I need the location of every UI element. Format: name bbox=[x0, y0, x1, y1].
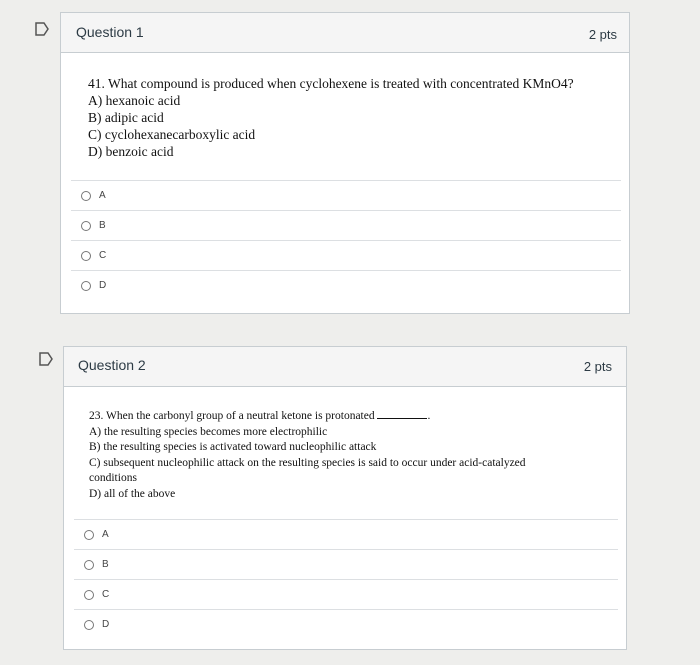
answer-option-d[interactable] bbox=[71, 270, 621, 300]
question-1-header bbox=[61, 13, 629, 53]
answer-label: A bbox=[99, 190, 107, 201]
stem-line: D) all of the above bbox=[89, 487, 176, 500]
stem-text: 23. When the carbonyl group of a neutral ketone is protonated bbox=[89, 410, 375, 422]
answer-label: B bbox=[99, 220, 107, 231]
radio-button[interactable] bbox=[81, 191, 91, 201]
question-2-points: 2 pts bbox=[583, 359, 612, 374]
stem-end-punct: . bbox=[427, 410, 431, 422]
stem-line: 41. What compound is produced when cyclohexene is treated with concentrated KMnO4? bbox=[88, 76, 574, 91]
bookmark-flag-icon[interactable] bbox=[38, 352, 54, 366]
radio-button[interactable] bbox=[81, 251, 91, 261]
answer-option-c[interactable] bbox=[74, 579, 618, 609]
stem-line: conditions bbox=[89, 472, 137, 484]
question-1-title: Question 1 bbox=[76, 24, 144, 40]
answer-label: A bbox=[102, 529, 110, 540]
answer-option-d[interactable] bbox=[74, 609, 618, 639]
question-2-answers bbox=[74, 519, 618, 639]
answer-option-c[interactable] bbox=[71, 240, 621, 270]
question-1-card bbox=[60, 12, 630, 314]
answer-option-b[interactable] bbox=[74, 549, 618, 579]
fill-in-blank bbox=[377, 418, 427, 419]
radio-button[interactable] bbox=[81, 221, 91, 231]
question-2-card bbox=[63, 346, 627, 650]
question-2-stem bbox=[89, 409, 526, 502]
radio-button[interactable] bbox=[84, 590, 94, 600]
answer-label: D bbox=[99, 280, 107, 291]
stem-line: C) subsequent nucleophilic attack on the resulting species is said to occur under acid-catalyzed bbox=[89, 456, 526, 469]
stem-line: B) the resulting species is activated toward nucleophilic attack bbox=[89, 441, 377, 453]
stem-line: A) the resulting species becomes more electrophilic bbox=[89, 425, 328, 438]
question-2-title: Question 2 bbox=[78, 357, 146, 373]
radio-button[interactable] bbox=[84, 530, 94, 540]
stem-line bbox=[89, 409, 526, 425]
answer-label: C bbox=[102, 589, 110, 600]
question-1-answers bbox=[71, 180, 621, 300]
answer-label: D bbox=[102, 619, 110, 630]
answer-label: B bbox=[102, 559, 110, 570]
answer-option-b[interactable] bbox=[71, 210, 621, 240]
question-2-header bbox=[64, 347, 626, 387]
stem-line: D) benzoic acid bbox=[88, 144, 174, 159]
answer-option-a[interactable] bbox=[71, 180, 621, 210]
question-1-stem bbox=[88, 75, 574, 160]
radio-button[interactable] bbox=[81, 281, 91, 291]
stem-line: B) adipic acid bbox=[88, 110, 164, 125]
radio-button[interactable] bbox=[84, 620, 94, 630]
answer-label: C bbox=[99, 250, 107, 261]
stem-line: A) hexanoic acid bbox=[88, 93, 181, 108]
bookmark-flag-icon[interactable] bbox=[34, 22, 50, 36]
radio-button[interactable] bbox=[84, 560, 94, 570]
stem-line: C) cyclohexanecarboxylic acid bbox=[88, 127, 256, 142]
question-1-points: 2 pts bbox=[588, 27, 617, 42]
answer-option-a[interactable] bbox=[74, 519, 618, 549]
